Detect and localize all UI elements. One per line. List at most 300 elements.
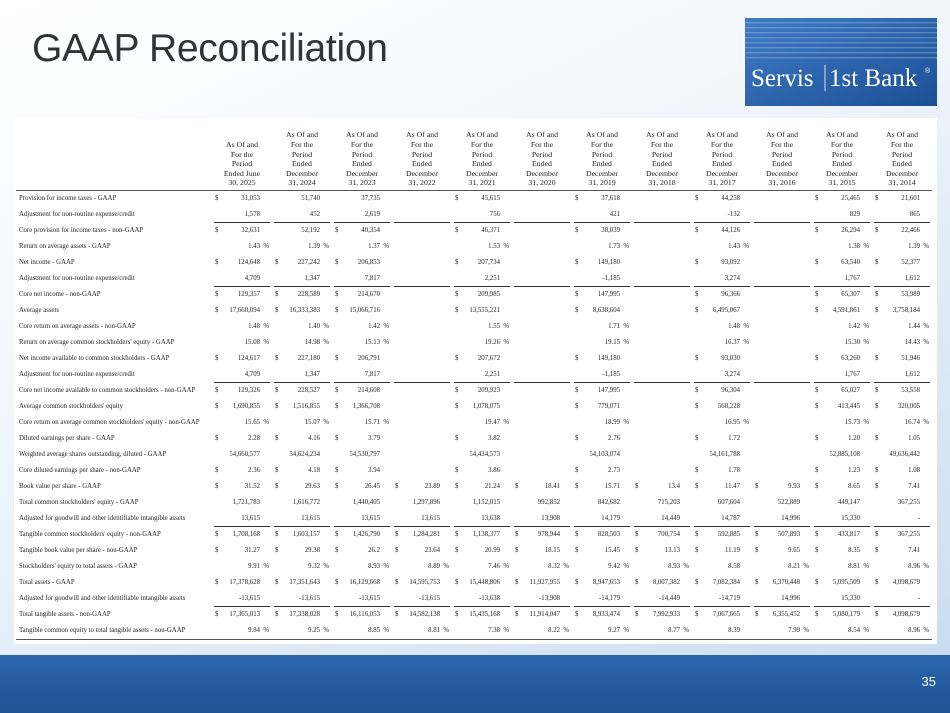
cell-value: 31.52 [244, 483, 260, 490]
cell-value: 1,767 [844, 371, 860, 378]
table-cell [392, 303, 452, 319]
currency-symbol: $ [635, 611, 639, 618]
table-cell [752, 415, 812, 431]
table-cell [392, 223, 452, 239]
table-cell [632, 207, 692, 223]
cell-value: 522,889 [777, 499, 800, 506]
cell-value: 452 [309, 211, 320, 218]
currency-symbol: $ [695, 355, 699, 362]
percent-symbol: % [263, 243, 269, 250]
table-cell [692, 207, 752, 223]
table-cell [212, 623, 272, 640]
currency-symbol: $ [575, 259, 579, 266]
cell-value: 2,251 [484, 275, 500, 282]
currency-symbol: $ [695, 547, 699, 554]
cell-value: 1,767 [844, 275, 860, 282]
currency-symbol: $ [215, 435, 219, 442]
table-cell [452, 367, 512, 383]
cell-value: 209,985 [477, 291, 500, 298]
table-row [16, 191, 932, 208]
table-cell [632, 495, 692, 511]
table-cell [752, 511, 812, 527]
cell-value: 11.47 [724, 483, 740, 490]
currency-symbol: $ [335, 387, 339, 394]
percent-symbol: % [803, 563, 809, 570]
table-cell [452, 527, 512, 543]
currency-symbol: $ [275, 531, 279, 538]
cell-value: 227,242 [297, 259, 320, 266]
table-cell [692, 415, 752, 431]
currency-symbol: $ [815, 435, 819, 442]
table-cell [332, 495, 392, 511]
table-cell [452, 255, 512, 271]
table-cell [392, 527, 452, 543]
percent-symbol: % [323, 563, 329, 570]
table-cell [692, 431, 752, 447]
table-cell [272, 287, 332, 303]
table-cell [812, 207, 872, 223]
cell-value: 14.98 [304, 339, 320, 346]
percent-symbol: % [683, 627, 689, 634]
cell-value: 15.65 [244, 419, 260, 426]
currency-symbol: $ [695, 435, 699, 442]
currency-symbol: $ [815, 547, 819, 554]
cell-value: 1.48 [728, 323, 740, 330]
cell-value: 8.85 [368, 627, 380, 634]
cell-value: 8.77 [668, 627, 680, 634]
cell-value: 2.76 [608, 435, 620, 442]
cell-value: 63,260 [841, 355, 860, 362]
currency-symbol: $ [455, 387, 459, 394]
cell-value: 26.45 [364, 483, 380, 490]
cell-value: 14,582,138 [409, 611, 440, 618]
table-row [16, 511, 932, 527]
cell-value: 3.82 [488, 435, 500, 442]
currency-symbol: $ [755, 531, 759, 538]
table-cell [272, 527, 332, 543]
currency-symbol: $ [875, 403, 879, 410]
table-cell [752, 479, 812, 495]
cell-value: 4,098,679 [892, 611, 920, 618]
table-cell [632, 239, 692, 255]
cell-value: 1.42 [368, 323, 380, 330]
currency-symbol: $ [215, 547, 219, 554]
table-cell [512, 303, 572, 319]
column-header: As Of and For the Period Ended December 31, 2023 [332, 126, 392, 191]
table-cell [632, 591, 692, 607]
cell-value: -13,615 [419, 595, 440, 602]
table-cell [392, 463, 452, 479]
cell-value: 4.18 [308, 467, 320, 474]
table-cell [512, 335, 572, 351]
table-cell [452, 511, 512, 527]
currency-symbol: $ [275, 259, 279, 266]
currency-symbol: $ [515, 531, 519, 538]
percent-symbol: % [383, 563, 389, 570]
cell-value: 1.37 [368, 243, 380, 250]
table-row [16, 431, 932, 447]
table-cell [392, 319, 452, 335]
table-cell [272, 463, 332, 479]
table-cell [212, 447, 272, 463]
currency-symbol: $ [815, 531, 819, 538]
table-cell [212, 575, 272, 591]
table-row [16, 463, 932, 479]
cell-value: -13,908 [539, 595, 560, 602]
currency-symbol: $ [395, 547, 399, 554]
currency-symbol: $ [875, 355, 879, 362]
currency-symbol: $ [575, 435, 579, 442]
currency-symbol: $ [275, 403, 279, 410]
table-cell [392, 543, 452, 559]
currency-symbol: $ [335, 403, 339, 410]
cell-value: 1.08 [908, 467, 920, 474]
currency-symbol: $ [875, 579, 879, 586]
table-cell [872, 239, 932, 255]
cell-value: 1.05 [908, 435, 920, 442]
table-cell [632, 383, 692, 399]
cell-value: 15.71 [364, 419, 380, 426]
cell-value: 1,721,783 [232, 499, 260, 506]
logo-word-servis: Servis [751, 65, 814, 92]
cell-value: 8.32 [548, 563, 560, 570]
cell-value: 8,933,474 [592, 611, 620, 618]
cell-value: 9.93 [788, 483, 800, 490]
table-cell [512, 591, 572, 607]
table-cell [272, 623, 332, 640]
page-number: 35 [921, 674, 936, 689]
table-cell [452, 591, 512, 607]
table-cell [212, 431, 272, 447]
cell-value: 1,616,772 [292, 499, 320, 506]
cell-value: 147,995 [597, 291, 620, 298]
currency-symbol: $ [575, 467, 579, 474]
table-cell [812, 191, 872, 208]
table-row [16, 335, 932, 351]
table-cell [332, 351, 392, 367]
percent-symbol: % [503, 627, 509, 634]
table-cell [272, 191, 332, 208]
cell-value: 15,066,716 [349, 307, 380, 314]
table-cell [692, 319, 752, 335]
cell-value: 3,758,184 [892, 307, 920, 314]
cell-value: 31,053 [241, 195, 260, 202]
table-row [16, 527, 932, 543]
table-cell [572, 367, 632, 383]
cell-value: 9.25 [308, 627, 320, 634]
table-cell [752, 367, 812, 383]
table-cell [692, 607, 752, 623]
table-cell [332, 383, 392, 399]
table-cell [752, 303, 812, 319]
cell-value: 16,333,383 [289, 307, 320, 314]
table-cell [632, 415, 692, 431]
table-cell [812, 511, 872, 527]
cell-value: 53,989 [901, 291, 920, 298]
table-cell [332, 575, 392, 591]
cell-value: 63,540 [841, 259, 860, 266]
table-cell [512, 511, 572, 527]
table-cell [632, 623, 692, 640]
column-header: As Of and For the Period Ended December 31, 2015 [812, 126, 872, 191]
table-cell [572, 191, 632, 208]
table-cell [692, 559, 752, 575]
currency-symbol: $ [815, 259, 819, 266]
column-header: As Of and For the Period Ended December 31, 2016 [752, 126, 812, 191]
currency-symbol: $ [755, 547, 759, 554]
table-cell [212, 527, 272, 543]
cell-value: 14,996 [781, 595, 800, 602]
table-cell [752, 559, 812, 575]
currency-symbol: $ [815, 195, 819, 202]
cell-value: 11.19 [724, 547, 740, 554]
table-cell [512, 271, 572, 287]
table-cell [452, 543, 512, 559]
table-cell [692, 239, 752, 255]
table-cell [332, 623, 392, 640]
table-cell [812, 607, 872, 623]
percent-symbol: % [623, 563, 629, 570]
currency-symbol: $ [515, 579, 519, 586]
cell-value: 206,853 [357, 259, 380, 266]
percent-symbol: % [323, 243, 329, 250]
table-cell [452, 399, 512, 415]
table-cell [572, 527, 632, 543]
percent-symbol: % [923, 339, 929, 346]
currency-symbol: $ [755, 483, 759, 490]
table-cell [332, 463, 392, 479]
cell-value: 65,027 [841, 387, 860, 394]
currency-symbol: $ [455, 307, 459, 314]
cell-value: 9.91 [248, 563, 260, 570]
table-cell [572, 223, 632, 239]
table-cell [872, 271, 932, 287]
cell-value: 129,326 [237, 387, 260, 394]
table-cell [272, 303, 332, 319]
table-cell [752, 287, 812, 303]
currency-symbol: $ [875, 611, 879, 618]
cell-value: 8.81 [428, 627, 440, 634]
currency-symbol: $ [335, 483, 339, 490]
cell-value: 214,608 [357, 387, 380, 394]
table-cell [572, 271, 632, 287]
currency-symbol: $ [215, 307, 219, 314]
percent-symbol: % [743, 243, 749, 250]
table-cell [572, 591, 632, 607]
currency-symbol: $ [815, 579, 819, 586]
table-cell [392, 415, 452, 431]
cell-value: 31.27 [244, 547, 260, 554]
currency-symbol: $ [275, 307, 279, 314]
table-cell [332, 399, 392, 415]
cell-value: 1,440,405 [352, 499, 380, 506]
currency-symbol: $ [575, 307, 579, 314]
cell-value: 1.71 [608, 323, 620, 330]
table-cell [632, 335, 692, 351]
percent-symbol: % [263, 563, 269, 570]
cell-value: 14,787 [721, 515, 740, 522]
table-cell [872, 223, 932, 239]
table-cell [872, 575, 932, 591]
table-cell [332, 559, 392, 575]
currency-symbol: $ [215, 195, 219, 202]
currency-symbol: $ [215, 531, 219, 538]
currency-symbol: $ [695, 467, 699, 474]
table-cell [392, 559, 452, 575]
cell-value: 4,591,861 [832, 307, 860, 314]
row-label: Tangible common equity to total tangible assets - non-GAAP [16, 623, 212, 640]
table-cell [572, 447, 632, 463]
table-cell [452, 559, 512, 575]
cell-value: 20.99 [484, 547, 500, 554]
table-cell [692, 367, 752, 383]
currency-symbol: $ [695, 259, 699, 266]
currency-symbol: $ [275, 467, 279, 474]
table-cell [512, 495, 572, 511]
currency-symbol: $ [395, 579, 399, 586]
table-cell [512, 319, 572, 335]
table-cell [752, 591, 812, 607]
cell-value: 129,357 [237, 291, 260, 298]
table-cell [512, 527, 572, 543]
cell-value: 15.45 [604, 547, 620, 554]
currency-symbol: $ [695, 291, 699, 298]
table-cell [272, 575, 332, 591]
table-row [16, 559, 932, 575]
cell-value: 96,304 [721, 387, 740, 394]
cell-value: 7.99 [788, 627, 800, 634]
cell-value: 829 [849, 211, 860, 218]
cell-value: 2,619 [364, 211, 380, 218]
table-cell [212, 479, 272, 495]
cell-value: 8,947,653 [592, 579, 620, 586]
table-cell [452, 495, 512, 511]
column-header: As Of and For the Period Ended December 31, 2022 [392, 126, 452, 191]
cell-value: 14.43 [904, 339, 920, 346]
cell-value: 1,366,708 [352, 403, 380, 410]
row-label: Total tangible assets - non-GAAP [19, 611, 111, 618]
table-cell [692, 255, 752, 271]
cell-value: 1,347 [304, 371, 320, 378]
table-cell [332, 591, 392, 607]
currency-symbol: $ [875, 435, 879, 442]
cell-value: -1,185 [602, 275, 620, 282]
cell-value: 214,670 [357, 291, 380, 298]
currency-symbol: $ [455, 579, 459, 586]
table-cell [572, 623, 632, 640]
cell-value: 54,530,797 [349, 451, 380, 458]
cell-value: 367,255 [897, 531, 920, 538]
cell-value: 149,180 [597, 259, 620, 266]
currency-symbol: $ [455, 403, 459, 410]
percent-symbol: % [323, 323, 329, 330]
table-cell [212, 223, 272, 239]
percent-symbol: % [623, 627, 629, 634]
table-cell [812, 239, 872, 255]
table-cell [752, 335, 812, 351]
currency-symbol: $ [875, 195, 879, 202]
table-cell [872, 367, 932, 383]
table-cell [512, 239, 572, 255]
table-cell [872, 591, 932, 607]
percent-symbol: % [503, 243, 509, 250]
percent-symbol: % [863, 419, 869, 426]
cell-value: 18.99 [604, 419, 620, 426]
table-panel [14, 118, 937, 644]
percent-symbol: % [923, 627, 929, 634]
percent-symbol: % [623, 339, 629, 346]
row-label: Net income - GAAP [19, 259, 75, 266]
cell-value: 3.86 [488, 467, 500, 474]
currency-symbol: $ [575, 579, 579, 586]
row-label: Core diluted earnings per share - non-GAAP [19, 467, 141, 474]
cell-value: 1.44 [908, 323, 920, 330]
table-cell [812, 255, 872, 271]
cell-value: 54,161,788 [709, 451, 740, 458]
currency-symbol: $ [335, 467, 339, 474]
table-cell [692, 303, 752, 319]
percent-symbol: % [923, 243, 929, 250]
cell-value: 209,923 [477, 387, 500, 394]
table-cell [212, 463, 272, 479]
cell-value: 65,307 [841, 291, 860, 298]
currency-symbol: $ [695, 579, 699, 586]
currency-symbol: $ [695, 307, 699, 314]
table-cell [572, 607, 632, 623]
currency-symbol: $ [215, 467, 219, 474]
table-cell [692, 383, 752, 399]
table-cell [572, 463, 632, 479]
cell-value: 3.94 [368, 467, 380, 474]
currency-symbol: $ [515, 611, 519, 618]
table-cell [572, 255, 632, 271]
table-cell [392, 271, 452, 287]
currency-symbol: $ [335, 531, 339, 538]
table-cell [212, 415, 272, 431]
row-label: Diluted earnings per share - GAAP [19, 435, 115, 442]
table-cell [632, 463, 692, 479]
table-cell [572, 511, 632, 527]
table-cell [692, 463, 752, 479]
table-cell [632, 559, 692, 575]
cell-value: 13,555,221 [469, 307, 500, 314]
table-cell [452, 223, 512, 239]
column-header: As Of and For the Period Ended December 31, 2017 [692, 126, 752, 191]
table-cell [872, 351, 932, 367]
currency-symbol: $ [815, 611, 819, 618]
percent-symbol: % [623, 243, 629, 250]
table-cell [812, 303, 872, 319]
currency-symbol: $ [335, 259, 339, 266]
table-cell [272, 239, 332, 255]
cell-value: 3,274 [724, 371, 740, 378]
table-cell [272, 607, 332, 623]
currency-symbol: $ [575, 531, 579, 538]
currency-symbol: $ [635, 547, 639, 554]
percent-symbol: % [503, 323, 509, 330]
cell-value: 16,129,668 [349, 579, 380, 586]
table-cell [392, 431, 452, 447]
cell-value: 507,893 [777, 531, 800, 538]
cell-value: 1.73 [608, 243, 620, 250]
cell-value: 1.55 [488, 323, 500, 330]
cell-value: 449,147 [837, 499, 860, 506]
currency-symbol: $ [575, 227, 579, 234]
table-cell [632, 607, 692, 623]
currency-symbol: $ [815, 467, 819, 474]
cell-value: 7,082,384 [712, 579, 740, 586]
table-cell [272, 335, 332, 351]
